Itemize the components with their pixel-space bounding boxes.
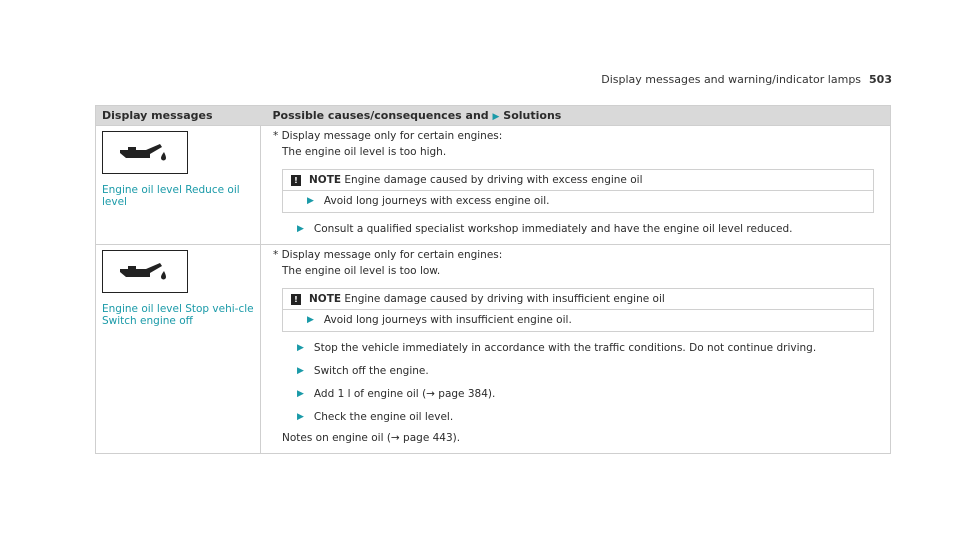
message-cell	[96, 245, 261, 454]
note-box	[282, 169, 874, 213]
star-note: * Display message only for certain engines:	[273, 249, 503, 261]
arrow-right-icon: ▶	[492, 112, 500, 122]
arrow-right-icon: ▶	[297, 343, 304, 353]
page-header	[601, 73, 892, 86]
note-action	[283, 191, 873, 212]
solution-cell	[261, 245, 891, 454]
col-header-solutions-suffix: Solutions	[503, 109, 562, 122]
warning-icon: !	[291, 175, 301, 186]
step-text: Add 1 l of engine oil (→ page 384).	[313, 388, 496, 400]
engine-oil-icon	[102, 250, 188, 293]
engine-oil-icon	[102, 131, 188, 174]
solution-step	[273, 388, 882, 401]
table-row	[96, 126, 891, 245]
display-messages-table	[95, 105, 891, 454]
engine-oil-notes-link[interactable]: Notes on engine oil (→ page 443).	[282, 432, 461, 444]
solution-step	[273, 411, 882, 424]
message-cell	[96, 126, 261, 245]
note-header	[283, 170, 873, 191]
note-box	[282, 288, 874, 332]
step-text: Consult a qualified specialist workshop immediately and have the engine oil level reduced.	[313, 223, 793, 235]
page-number: 503	[869, 73, 892, 86]
warning-icon: !	[291, 294, 301, 305]
arrow-right-icon: ▶	[307, 315, 314, 325]
note-label: NOTE	[309, 173, 342, 186]
step-text: Check the engine oil level.	[313, 411, 454, 423]
note-text: Engine damage caused by driving with insufficient engine oil	[344, 292, 665, 305]
solution-cell	[261, 126, 891, 245]
solution-step	[273, 223, 882, 236]
message-text: Engine oil level Reduce oil level	[102, 184, 240, 208]
star-note: * Display message only for certain engines:	[273, 130, 503, 142]
col-header-solutions	[261, 106, 891, 126]
note-label: NOTE	[309, 292, 342, 305]
arrow-right-icon: ▶	[297, 224, 304, 234]
cause-text: The engine oil level is too low.	[282, 265, 441, 277]
solution-step	[273, 342, 882, 355]
note-text: Engine damage caused by driving with excess engine oil	[344, 173, 643, 186]
note-action-text: Avoid long journeys with excess engine oil.	[323, 195, 550, 207]
solution-step	[273, 365, 882, 378]
step-text: Stop the vehicle immediately in accordance with the traffic conditions. Do not continue driving.	[313, 342, 817, 354]
arrow-right-icon: ▶	[297, 412, 304, 422]
cause-text: The engine oil level is too high.	[282, 146, 447, 158]
table-row	[96, 245, 891, 454]
arrow-right-icon: ▶	[297, 366, 304, 376]
note-action-text: Avoid long journeys with insufficient engine oil.	[323, 314, 572, 326]
step-text: Switch off the engine.	[313, 365, 429, 377]
note-action	[283, 310, 873, 331]
note-header	[283, 289, 873, 310]
col-header-solutions-prefix: Possible causes/consequences and	[272, 109, 489, 122]
page-header-title: Display messages and warning/indicator lamps	[601, 73, 862, 86]
arrow-right-icon: ▶	[307, 196, 314, 206]
message-text: Engine oil level Stop vehi-cle Switch engine off	[102, 303, 254, 327]
col-header-messages: Display messages	[96, 106, 261, 126]
table-header-row	[96, 106, 891, 126]
arrow-right-icon: ▶	[297, 389, 304, 399]
